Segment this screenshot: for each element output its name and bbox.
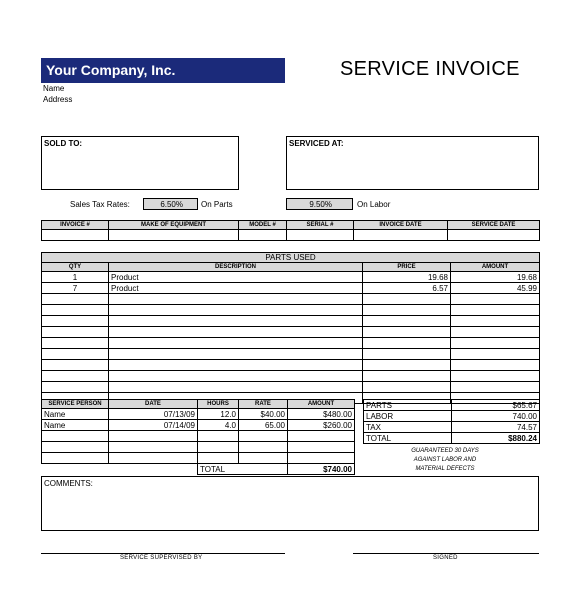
parts-row[interactable] <box>42 382 540 393</box>
serial-cell[interactable] <box>287 230 354 241</box>
serviced-at-label: SERVICED AT: <box>289 139 344 148</box>
qty-cell[interactable]: 1 <box>42 272 109 283</box>
tax-rates-label: Sales Tax Rates: <box>70 200 130 209</box>
labor-amount-cell[interactable]: $260.00 <box>288 420 355 431</box>
amount-header: AMOUNT <box>451 263 540 272</box>
description-header: DESCRIPTION <box>109 263 363 272</box>
amount-cell[interactable]: 19.68 <box>451 272 540 283</box>
description-cell[interactable]: Product <box>109 283 363 294</box>
service-date-cell[interactable] <box>448 230 540 241</box>
invoice-number-header: INVOICE # <box>42 221 109 230</box>
labor-row[interactable] <box>42 420 355 431</box>
summary-tax-label: TAX <box>364 422 452 433</box>
price-cell[interactable]: 6.57 <box>363 283 451 294</box>
invoice-date-header: INVOICE DATE <box>354 221 448 230</box>
parts-tax-rate[interactable]: 6.50% <box>143 198 198 210</box>
sold-to-label: SOLD TO: <box>44 139 83 148</box>
guarantee-text <box>355 447 535 474</box>
date-header: DATE <box>109 400 198 409</box>
supervised-label: SERVICE SUPERVISED BY <box>120 555 203 561</box>
parts-table <box>41 252 540 404</box>
model-header: MODEL # <box>239 221 287 230</box>
service-date-header: SERVICE DATE <box>448 221 540 230</box>
rate-cell[interactable]: 65.00 <box>239 420 288 431</box>
info-value-row[interactable] <box>42 230 540 241</box>
signed-signature-line <box>353 553 539 554</box>
invoice-info-table <box>41 220 540 241</box>
summary-parts-value: $65.67 <box>452 400 540 411</box>
labor-amount-cell[interactable]: $480.00 <box>288 409 355 420</box>
serviced-at-box[interactable] <box>286 136 539 190</box>
make-header: MAKE OF EQUIPMENT <box>109 221 239 230</box>
labor-row[interactable] <box>42 453 355 464</box>
supervised-signature-line <box>41 553 285 554</box>
labor-row[interactable] <box>42 431 355 442</box>
address-label: Address <box>43 95 73 104</box>
info-header-row <box>42 221 540 230</box>
hours-header: HOURS <box>198 400 239 409</box>
summary-total-value: $880.24 <box>452 433 540 444</box>
invoice-date-cell[interactable] <box>354 230 448 241</box>
labor-amount-header: AMOUNT <box>288 400 355 409</box>
parts-row[interactable] <box>42 349 540 360</box>
labor-total-row <box>42 464 355 475</box>
serial-header: SERIAL # <box>287 221 354 230</box>
description-cell[interactable]: Product <box>109 272 363 283</box>
summary-labor-value: 740.00 <box>452 411 540 422</box>
parts-row[interactable] <box>42 272 540 283</box>
parts-header-row <box>42 263 540 272</box>
labor-total-value: $740.00 <box>288 464 355 475</box>
service-person-cell[interactable]: Name <box>42 409 109 420</box>
summary-total-row <box>364 433 540 444</box>
name-label: Name <box>43 84 65 93</box>
parts-row[interactable] <box>42 327 540 338</box>
on-labor-label: On Labor <box>357 200 391 209</box>
labor-tax-rate[interactable]: 9.50% <box>286 198 353 210</box>
parts-row[interactable] <box>42 338 540 349</box>
service-person-cell[interactable]: Name <box>42 420 109 431</box>
summary-parts-label: PARTS <box>364 400 452 411</box>
invoice-title: SERVICE INVOICE <box>340 58 520 80</box>
rate-cell[interactable]: $40.00 <box>239 409 288 420</box>
comments-box[interactable] <box>41 476 539 531</box>
amount-cell[interactable]: 45.99 <box>451 283 540 294</box>
on-parts-label: On Parts <box>201 200 233 209</box>
comments-label: COMMENTS: <box>44 479 93 488</box>
labor-table <box>41 399 355 475</box>
sold-to-box[interactable] <box>41 136 239 190</box>
company-name: Your Company, Inc. <box>41 58 285 83</box>
model-cell[interactable] <box>239 230 287 241</box>
parts-used-title: PARTS USED <box>42 253 540 263</box>
price-cell[interactable]: 19.68 <box>363 272 451 283</box>
labor-header-row <box>42 400 355 409</box>
parts-row[interactable] <box>42 316 540 327</box>
summary-total-label: TOTAL <box>364 433 452 444</box>
parts-row[interactable] <box>42 371 540 382</box>
parts-row[interactable] <box>42 305 540 316</box>
summary-tax-value: 74.57 <box>452 422 540 433</box>
summary-labor-label: LABOR <box>364 411 452 422</box>
date-cell[interactable]: 07/13/09 <box>109 409 198 420</box>
guarantee-line: GUARANTEED 30 DAYS <box>411 448 479 454</box>
guarantee-line: AGAINST LABOR AND <box>413 457 477 463</box>
date-cell[interactable]: 07/14/09 <box>109 420 198 431</box>
summary-parts-row <box>364 400 540 411</box>
guarantee-line: MATERIAL DEFECTS <box>415 466 475 472</box>
hours-cell[interactable]: 4.0 <box>198 420 239 431</box>
signed-label: SIGNED <box>433 555 458 561</box>
service-person-header: SERVICE PERSON <box>42 400 109 409</box>
hours-cell[interactable]: 12.0 <box>198 409 239 420</box>
parts-row[interactable] <box>42 294 540 305</box>
price-header: PRICE <box>363 263 451 272</box>
summary-labor-row <box>364 411 540 422</box>
labor-row[interactable] <box>42 409 355 420</box>
make-cell[interactable] <box>109 230 239 241</box>
rate-header: RATE <box>239 400 288 409</box>
summary-table <box>363 399 540 444</box>
invoice-number-cell[interactable] <box>42 230 109 241</box>
labor-total-label: TOTAL <box>198 464 288 475</box>
summary-tax-row <box>364 422 540 433</box>
parts-row[interactable] <box>42 283 540 294</box>
qty-header: QTY <box>42 263 109 272</box>
qty-cell[interactable]: 7 <box>42 283 109 294</box>
labor-row[interactable] <box>42 442 355 453</box>
parts-row[interactable] <box>42 360 540 371</box>
